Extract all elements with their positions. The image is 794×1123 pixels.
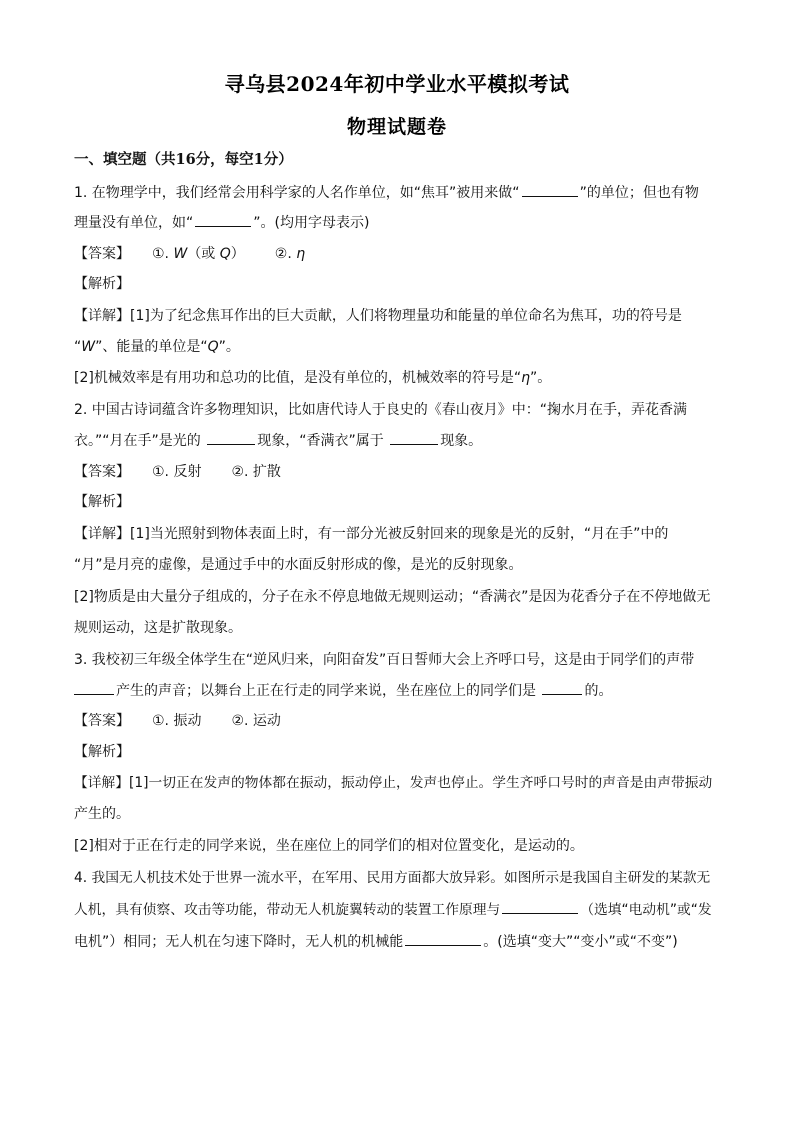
q1-blank-2[interactable] <box>195 212 251 227</box>
q1-stem-line1 <box>74 182 699 203</box>
q1-analysis-tag: 【解析】 <box>74 276 130 292</box>
q2-answer <box>74 462 281 482</box>
q2-blank-1[interactable] <box>207 430 255 445</box>
answer-tag: 【答案】 <box>74 464 130 480</box>
answer-tag: 【答案】 <box>74 246 130 262</box>
q4-blank-2[interactable] <box>405 931 481 946</box>
q2-detail-4: 规则运动，这是扩散现象。 <box>74 620 242 636</box>
q3-analysis-tag: 【解析】 <box>74 744 130 760</box>
q4-blank-1[interactable] <box>502 899 578 914</box>
exam-subtitle: 物理试题卷 <box>346 116 447 138</box>
q1-text: ”。(均用字母表示) <box>253 215 370 231</box>
q1-answer <box>74 244 305 264</box>
q2-blank-2[interactable] <box>390 430 438 445</box>
q2-detail-2: “月”是月亮的虚像，是通过手中的水面反射形成的像，是光的反射现象。 <box>74 557 523 573</box>
q3-detail-3: [2]相对于正在行走的同学来说，坐在座位上的同学们的相对位置变化，是运动的。 <box>74 838 584 854</box>
q3-stem-line2: 产生的声音；以舞台上正在行走的同学来说，坐在座位上的同学们是 的。 <box>74 680 612 701</box>
q1-answer-2: ②. η <box>274 246 306 262</box>
q2-stem-line2: 衣。”“月在手”是光的 现象，“香满衣”属于 现象。 <box>74 430 482 451</box>
q3-blank-2[interactable] <box>542 680 582 695</box>
q4-stem-line2: 人机，具有侦察、攻击等功能，带动无人机旋翼转动的装置工作原理与 （选填“电动机”或“发 <box>74 899 712 920</box>
answer-tag: 【答案】 <box>74 713 130 729</box>
q3-blank-1[interactable] <box>74 680 114 695</box>
q4-stem-line1: 4. 我国无人机技术处于世界一流水平，在军用、民用方面都大放异彩。如图所示是我国自主研发的某款无 <box>74 870 711 886</box>
q1-answer-1: ①. W（或 Q） <box>152 246 245 262</box>
q1-text: 理量没有单位，如“ <box>74 215 194 231</box>
q3-detail-2: 产生的。 <box>74 806 130 822</box>
q2-detail-1: 【详解】[1]当光照射到物体表面上时，有一部分光被反射回来的现象是光的反射，“月在手”中的 <box>74 526 669 542</box>
q1-detail-3: [2]机械效率是有用功和总功的比值，是没有单位的，机械效率的符号是“η”。 <box>74 370 552 386</box>
q2-answer-2: ②. 扩散 <box>231 464 281 480</box>
q3-answer-1: ①. 振动 <box>152 713 202 729</box>
q1-stem-line2 <box>74 212 369 233</box>
q2-answer-1: ①. 反射 <box>152 464 202 480</box>
q3-stem-line1: 3. 我校初三年级全体学生在“逆风归来，向阳奋发”百日誓师大会上齐呼口号，这是由于同学们的声带 <box>74 652 695 668</box>
q1-detail-2: “W”、能量的单位是“Q”。 <box>74 339 240 355</box>
q1-text: ”的单位；但也有物 <box>579 185 699 201</box>
q3-answer <box>74 711 281 731</box>
q3-answer-2: ②. 运动 <box>231 713 281 729</box>
q1-blank-1[interactable] <box>522 182 578 197</box>
q2-detail-3: [2]物质是由大量分子组成的，分子在永不停息地做无规则运动；“香满衣”是因为花香分子在不停地做无 <box>74 589 711 605</box>
q2-stem-line1: 2. 中国古诗词蕴含许多物理知识，比如唐代诗人于良史的《春山夜月》中：“掬水月在手，弄花香满 <box>74 402 688 418</box>
section-heading: 一、填空题（共16分，每空1分） <box>74 151 293 168</box>
q4-stem-line3: 电机”）相同；无人机在匀速下降时，无人机的机械能 。(选填“变大”“变小”或“不变”) <box>74 931 678 952</box>
q1-text: 1. 在物理学中，我们经常会用科学家的人名作单位，如“焦耳”被用来做“ <box>74 185 520 201</box>
q1-detail-1: 【详解】[1]为了纪念焦耳作出的巨大贡献，人们将物理量功和能量的单位命名为焦耳，功的符号是 <box>74 308 682 324</box>
q3-detail-1: 【详解】[1]一切正在发声的物体都在振动，振动停止，发声也停止。学生齐呼口号时的声音是由声带振动 <box>74 775 713 791</box>
exam-title: 寻乌县2024年初中学业水平模拟考试 <box>224 72 570 96</box>
q2-analysis-tag: 【解析】 <box>74 494 130 510</box>
